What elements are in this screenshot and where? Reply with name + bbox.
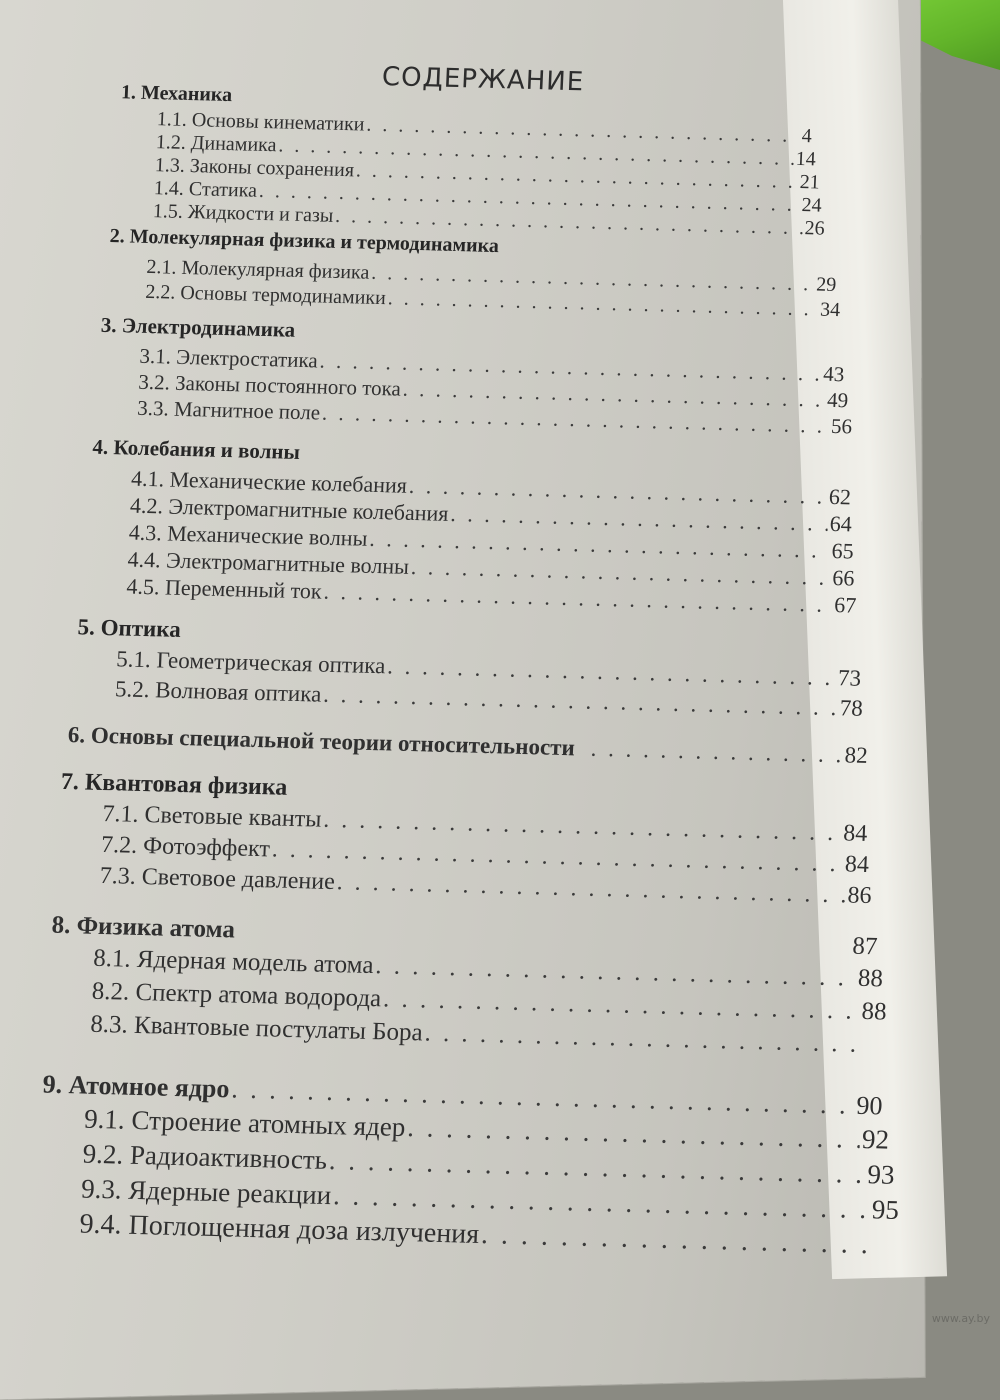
page-number: 34 bbox=[819, 298, 841, 322]
section-heading: 6. Основы специальной теории относительности bbox=[67, 722, 576, 761]
entry-label: 1.3. Законы сохранения bbox=[154, 154, 355, 182]
page-number: 4 bbox=[801, 125, 813, 148]
entry-label: 9.3. Ядерные реакции bbox=[80, 1173, 332, 1211]
page-number: 29 bbox=[815, 273, 837, 296]
section-heading: 3. Электродинамика bbox=[100, 312, 296, 342]
entry-label: 1.5. Жидкости и газы bbox=[152, 200, 334, 227]
page-number: 93 bbox=[866, 1159, 896, 1190]
entry-label: 9.1. Строение атомных ядер bbox=[83, 1103, 407, 1142]
toc-entry-section bbox=[67, 722, 868, 769]
section-heading: 4. Колебания и волны bbox=[92, 434, 301, 464]
entry-label: 7.1. Световые кванты bbox=[102, 800, 322, 833]
page-number: 88 bbox=[860, 997, 888, 1026]
entry-label: 4.3. Механические волны bbox=[128, 519, 368, 551]
entry-label: 2.2. Основы термодинамики bbox=[144, 280, 387, 310]
page-number: 95 bbox=[871, 1194, 900, 1225]
page-number: 87 bbox=[851, 932, 878, 961]
entry-label: 9.2. Радиоактивность bbox=[82, 1138, 328, 1175]
entry-label: 9.4. Поглощенная доза излучения bbox=[78, 1208, 480, 1250]
page-number: 24 bbox=[801, 194, 823, 217]
section-heading: 2. Молекулярная физика и термодинамика bbox=[109, 224, 500, 258]
section-heading: 1. Механика bbox=[120, 81, 233, 107]
toc-title: СОДЕРЖАНИЕ bbox=[381, 62, 585, 98]
entry-label: 7.2. Фотоэффект bbox=[100, 831, 271, 863]
page-number: 64 bbox=[829, 510, 853, 537]
section-heading: 8. Физика атома bbox=[51, 911, 236, 944]
page-number: 88 bbox=[857, 964, 884, 993]
page-number: 26 bbox=[804, 217, 826, 240]
page-number: 21 bbox=[799, 171, 821, 194]
entry-label: 1.2. Динамика bbox=[155, 131, 277, 157]
entry-label: 4.5. Переменный ток bbox=[125, 573, 323, 604]
page-number: 78 bbox=[839, 695, 864, 721]
page-number: 67 bbox=[833, 592, 857, 618]
page-number: 92 bbox=[861, 1123, 890, 1155]
entry-label: 4.1. Механические колебания bbox=[130, 465, 408, 498]
entry-label: 8.2. Спектр атома водорода bbox=[91, 977, 382, 1013]
page-number: 90 bbox=[855, 1090, 884, 1121]
page-number: 84 bbox=[844, 851, 870, 879]
entry-label: 1.1. Основы кинематики bbox=[156, 108, 365, 136]
entry-label: 4.2. Электромагнитные колебания bbox=[129, 492, 450, 526]
page-number: 82 bbox=[844, 742, 869, 768]
entry-label: 8.1. Ядерная модель атома bbox=[92, 944, 375, 980]
section-heading: 7. Квантовая физика bbox=[60, 768, 288, 801]
page-number: 62 bbox=[828, 483, 852, 510]
entry-label: 2.1. Молекулярная физика bbox=[145, 255, 370, 284]
entry-label: 5.1. Геометрическая оптика bbox=[115, 646, 386, 679]
page-number: 14 bbox=[795, 147, 817, 171]
page-number: 56 bbox=[830, 413, 853, 439]
page-number: 66 bbox=[831, 564, 856, 591]
entry-label: 3.1. Электростатика bbox=[139, 343, 319, 373]
entry-label: 3.2. Законы постоянного тока bbox=[137, 369, 402, 401]
watermark: www.ay.by bbox=[931, 1312, 990, 1325]
entry-label: 5.2. Волновая оптика bbox=[114, 676, 322, 707]
entry-label: 8.3. Квантовые постулаты Бора bbox=[89, 1010, 424, 1047]
page-number: 43 bbox=[822, 361, 845, 387]
page-number: 86 bbox=[847, 882, 873, 910]
entry-label: 1.4. Статика bbox=[153, 177, 258, 202]
section-heading: 5. Оптика bbox=[77, 614, 182, 642]
page-number: 49 bbox=[826, 387, 849, 413]
page-number: 65 bbox=[831, 537, 855, 564]
entry-label: 7.3. Световое давление bbox=[99, 862, 336, 896]
page-number: 84 bbox=[842, 820, 868, 847]
page-number: 73 bbox=[837, 665, 862, 691]
section-heading: 9. Атомное ядро bbox=[42, 1069, 231, 1104]
entry-label: 4.4. Электромагнитные волны bbox=[127, 546, 410, 579]
entry-label: 3.3. Магнитное поле bbox=[136, 395, 321, 425]
